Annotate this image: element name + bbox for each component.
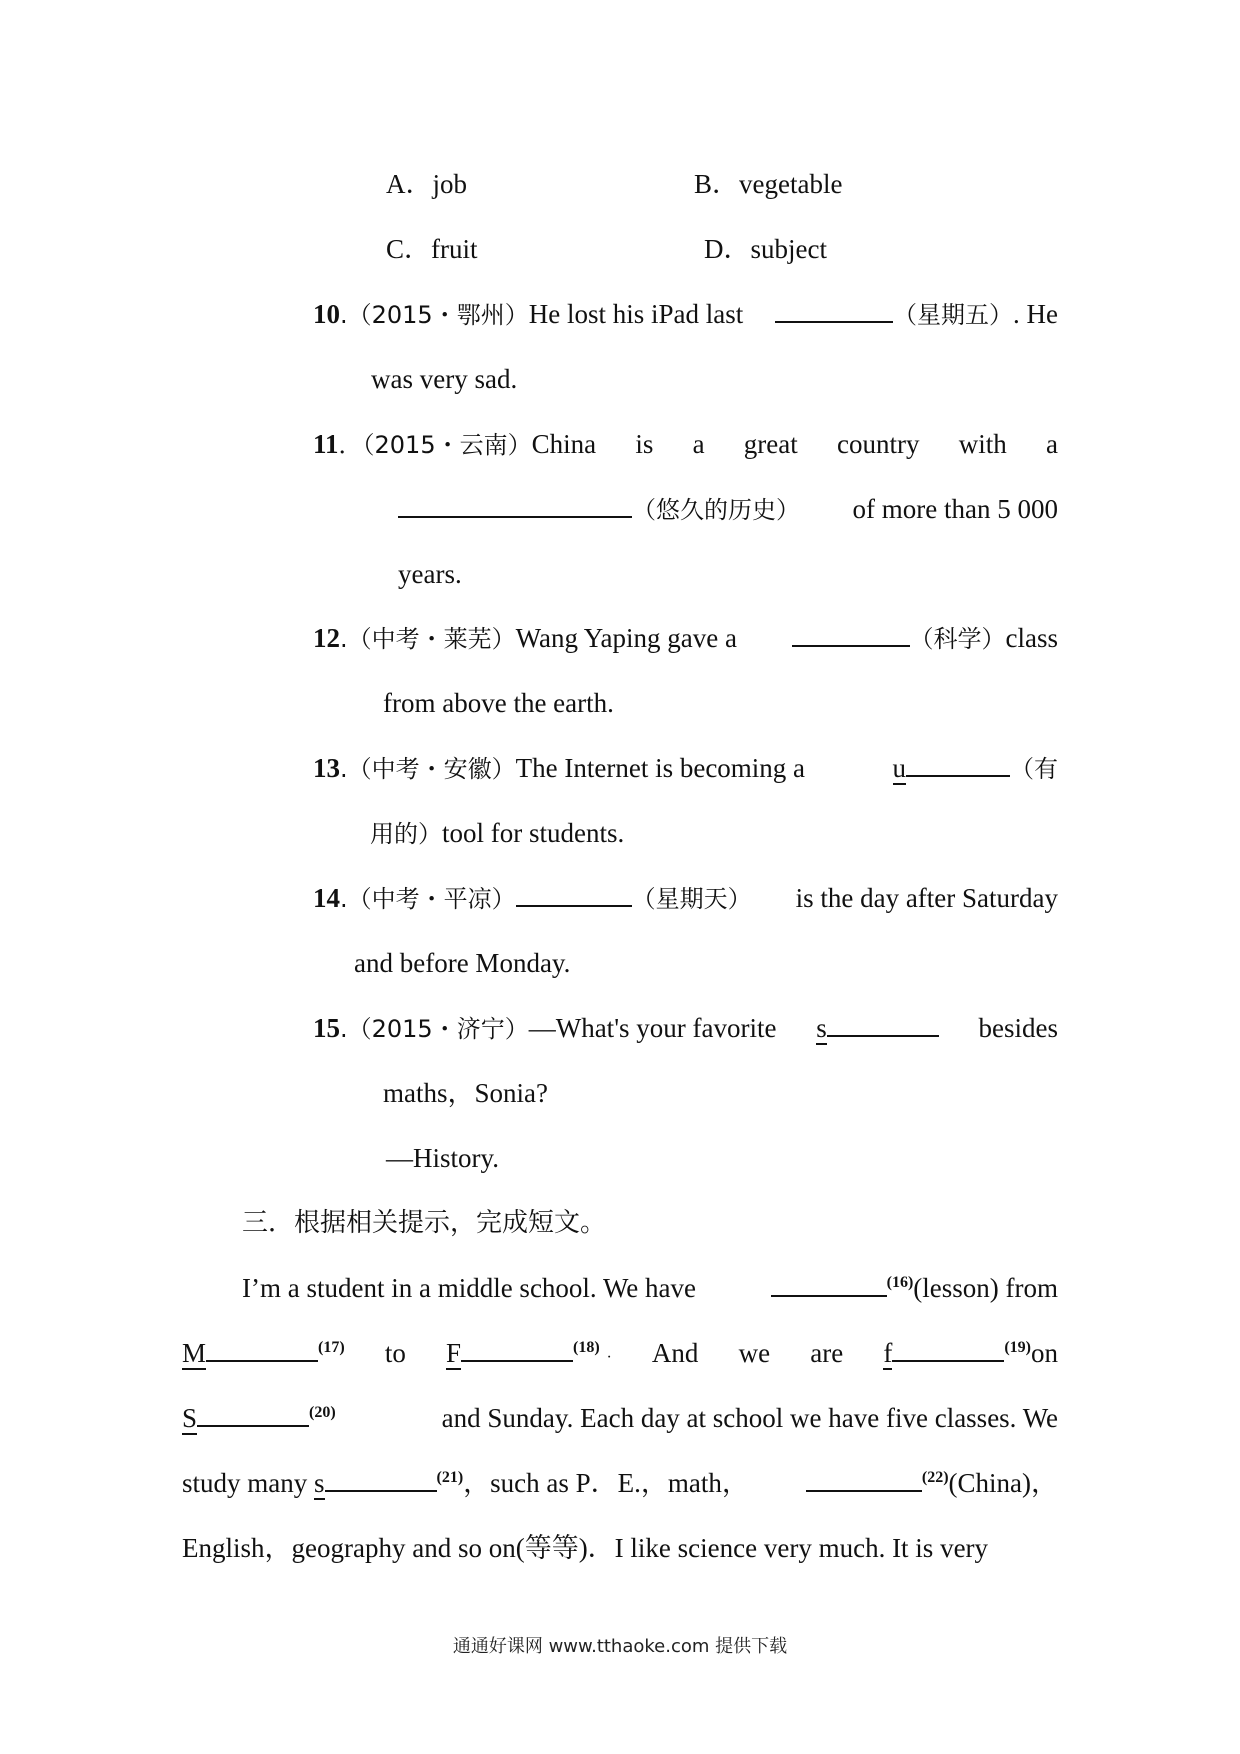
- section-title: 三．根据相关提示，完成短文。: [242, 1208, 607, 1238]
- question-11-line3: years.: [398, 559, 462, 589]
- passage-text: ，such as P．E.，math，: [463, 1468, 749, 1498]
- letter-hint: f: [883, 1338, 893, 1368]
- blank-number: (22): [921, 1469, 949, 1486]
- question-text: is the day after Saturday: [795, 883, 1058, 913]
- answer-blank-20[interactable]: [197, 1401, 309, 1427]
- hint-text: 用的）: [370, 820, 442, 848]
- hint-text: （悠久的历史）: [632, 496, 800, 524]
- word: is: [635, 429, 654, 459]
- question-text: Wang Yaping gave a: [515, 623, 737, 653]
- passage-line-5: [182, 1531, 1058, 1565]
- question-number: 15: [313, 1013, 340, 1043]
- passage-text: English，geography and so on(等等)．I like science very much. It is very: [182, 1533, 989, 1563]
- question-source: .（2015・鄂州）: [340, 301, 529, 329]
- word: a: [1045, 429, 1058, 459]
- option-d: D．subject: [704, 234, 827, 264]
- question-text: —What's your favorite: [528, 1013, 777, 1043]
- dot-mark: ·: [606, 1349, 612, 1366]
- question-number: 10: [313, 299, 340, 329]
- letter-hint: F: [446, 1338, 462, 1368]
- letter-hint: S: [182, 1403, 198, 1433]
- question-source: .（中考・莱芜）: [340, 625, 516, 653]
- question-12-line2: from above the earth.: [383, 688, 614, 718]
- answer-blank-22[interactable]: [806, 1466, 922, 1492]
- letter-hint: u: [892, 753, 906, 783]
- passage-text: and Sunday. Each day at school we have five classes. We: [441, 1403, 1058, 1433]
- question-14-line2: and before Monday.: [354, 948, 571, 978]
- answer-blank[interactable]: [398, 492, 632, 518]
- blank-number: (18): [573, 1339, 600, 1356]
- word: a: [692, 429, 705, 459]
- question-13-line2: [370, 816, 624, 851]
- question-text: besides: [978, 1013, 1058, 1043]
- word: country: [837, 429, 920, 459]
- hint-text: （有: [1010, 755, 1058, 783]
- question-text: The Internet is becoming a: [515, 753, 806, 783]
- passage-line-3: [182, 1401, 1058, 1435]
- answer-blank-18[interactable]: [461, 1336, 573, 1362]
- answer-blank[interactable]: [775, 297, 893, 323]
- question-number: 13: [313, 753, 340, 783]
- question-13: [313, 751, 1058, 786]
- word: with: [958, 429, 1007, 459]
- question-source: .（中考・平凉）: [340, 885, 516, 913]
- question-number: 11: [313, 429, 339, 459]
- page-footer: 通通好课网 www.tthaoke.com 提供下载: [452, 1636, 788, 1657]
- option-b: B．vegetable: [694, 169, 843, 199]
- blank-number: (19): [1004, 1339, 1031, 1356]
- passage-text: And: [651, 1338, 699, 1368]
- question-source: ．（2015・云南）: [338, 431, 532, 459]
- passage-line-1: [242, 1271, 1058, 1305]
- word: China: [531, 429, 597, 459]
- option-c: C．fruit: [386, 234, 478, 264]
- answer-blank[interactable]: [827, 1011, 939, 1037]
- answer-blank-16[interactable]: [771, 1271, 887, 1297]
- question-14: [313, 881, 1058, 916]
- passage-text: (China)，: [948, 1468, 1058, 1498]
- question-15-line3: —History.: [386, 1143, 499, 1173]
- passage-text: we: [738, 1338, 771, 1368]
- answer-blank-19[interactable]: [892, 1336, 1004, 1362]
- question-10-line2: was very sad.: [371, 364, 518, 394]
- question-source: .（中考・安徽）: [340, 755, 516, 783]
- passage-line-2: [182, 1336, 1058, 1375]
- passage-text: study many: [182, 1468, 308, 1498]
- passage-text: are: [810, 1338, 844, 1368]
- passage-text: (lesson) from: [913, 1273, 1058, 1303]
- blank-number: (20): [309, 1404, 336, 1421]
- hint-text: （科学）: [909, 625, 1006, 653]
- option-a: A．job: [386, 169, 467, 199]
- question-text: class: [1005, 623, 1058, 653]
- question-11-line2: [398, 492, 1058, 527]
- letter-hint: s: [314, 1468, 325, 1498]
- question-text: of more than 5 000: [852, 494, 1058, 524]
- blank-number: (21): [436, 1469, 464, 1486]
- question-text: . He: [1013, 299, 1058, 329]
- blank-number: (16): [886, 1274, 914, 1291]
- question-source: .（2015・济宁）: [340, 1015, 529, 1043]
- passage-text: to: [384, 1338, 406, 1368]
- question-15: [313, 1011, 1058, 1046]
- question-text: He lost his iPad last: [528, 299, 744, 329]
- hint-text: （星期天）: [631, 885, 752, 913]
- letter-hint: M: [182, 1338, 207, 1368]
- word: great: [743, 429, 798, 459]
- question-number: 12: [313, 623, 340, 653]
- answer-blank[interactable]: [516, 881, 632, 907]
- hint-text: （星期五）: [893, 301, 1014, 329]
- passage-text: on: [1031, 1338, 1058, 1368]
- answer-blank[interactable]: [792, 621, 910, 647]
- question-15-line2: maths，Sonia?: [383, 1078, 548, 1108]
- question-12: [313, 621, 1058, 656]
- passage-text: I’m a student in a middle school. We have: [242, 1273, 696, 1303]
- blank-number: (17): [318, 1339, 345, 1356]
- answer-blank-21[interactable]: [325, 1466, 437, 1492]
- question-text: tool for students.: [442, 818, 625, 848]
- answer-blank-17[interactable]: [206, 1336, 318, 1362]
- question-number: 14: [313, 883, 340, 913]
- question-10: [313, 297, 1058, 332]
- passage-line-4: [182, 1466, 1058, 1500]
- letter-hint: s: [816, 1013, 827, 1043]
- answer-blank[interactable]: [906, 751, 1010, 777]
- question-11: [313, 427, 1058, 462]
